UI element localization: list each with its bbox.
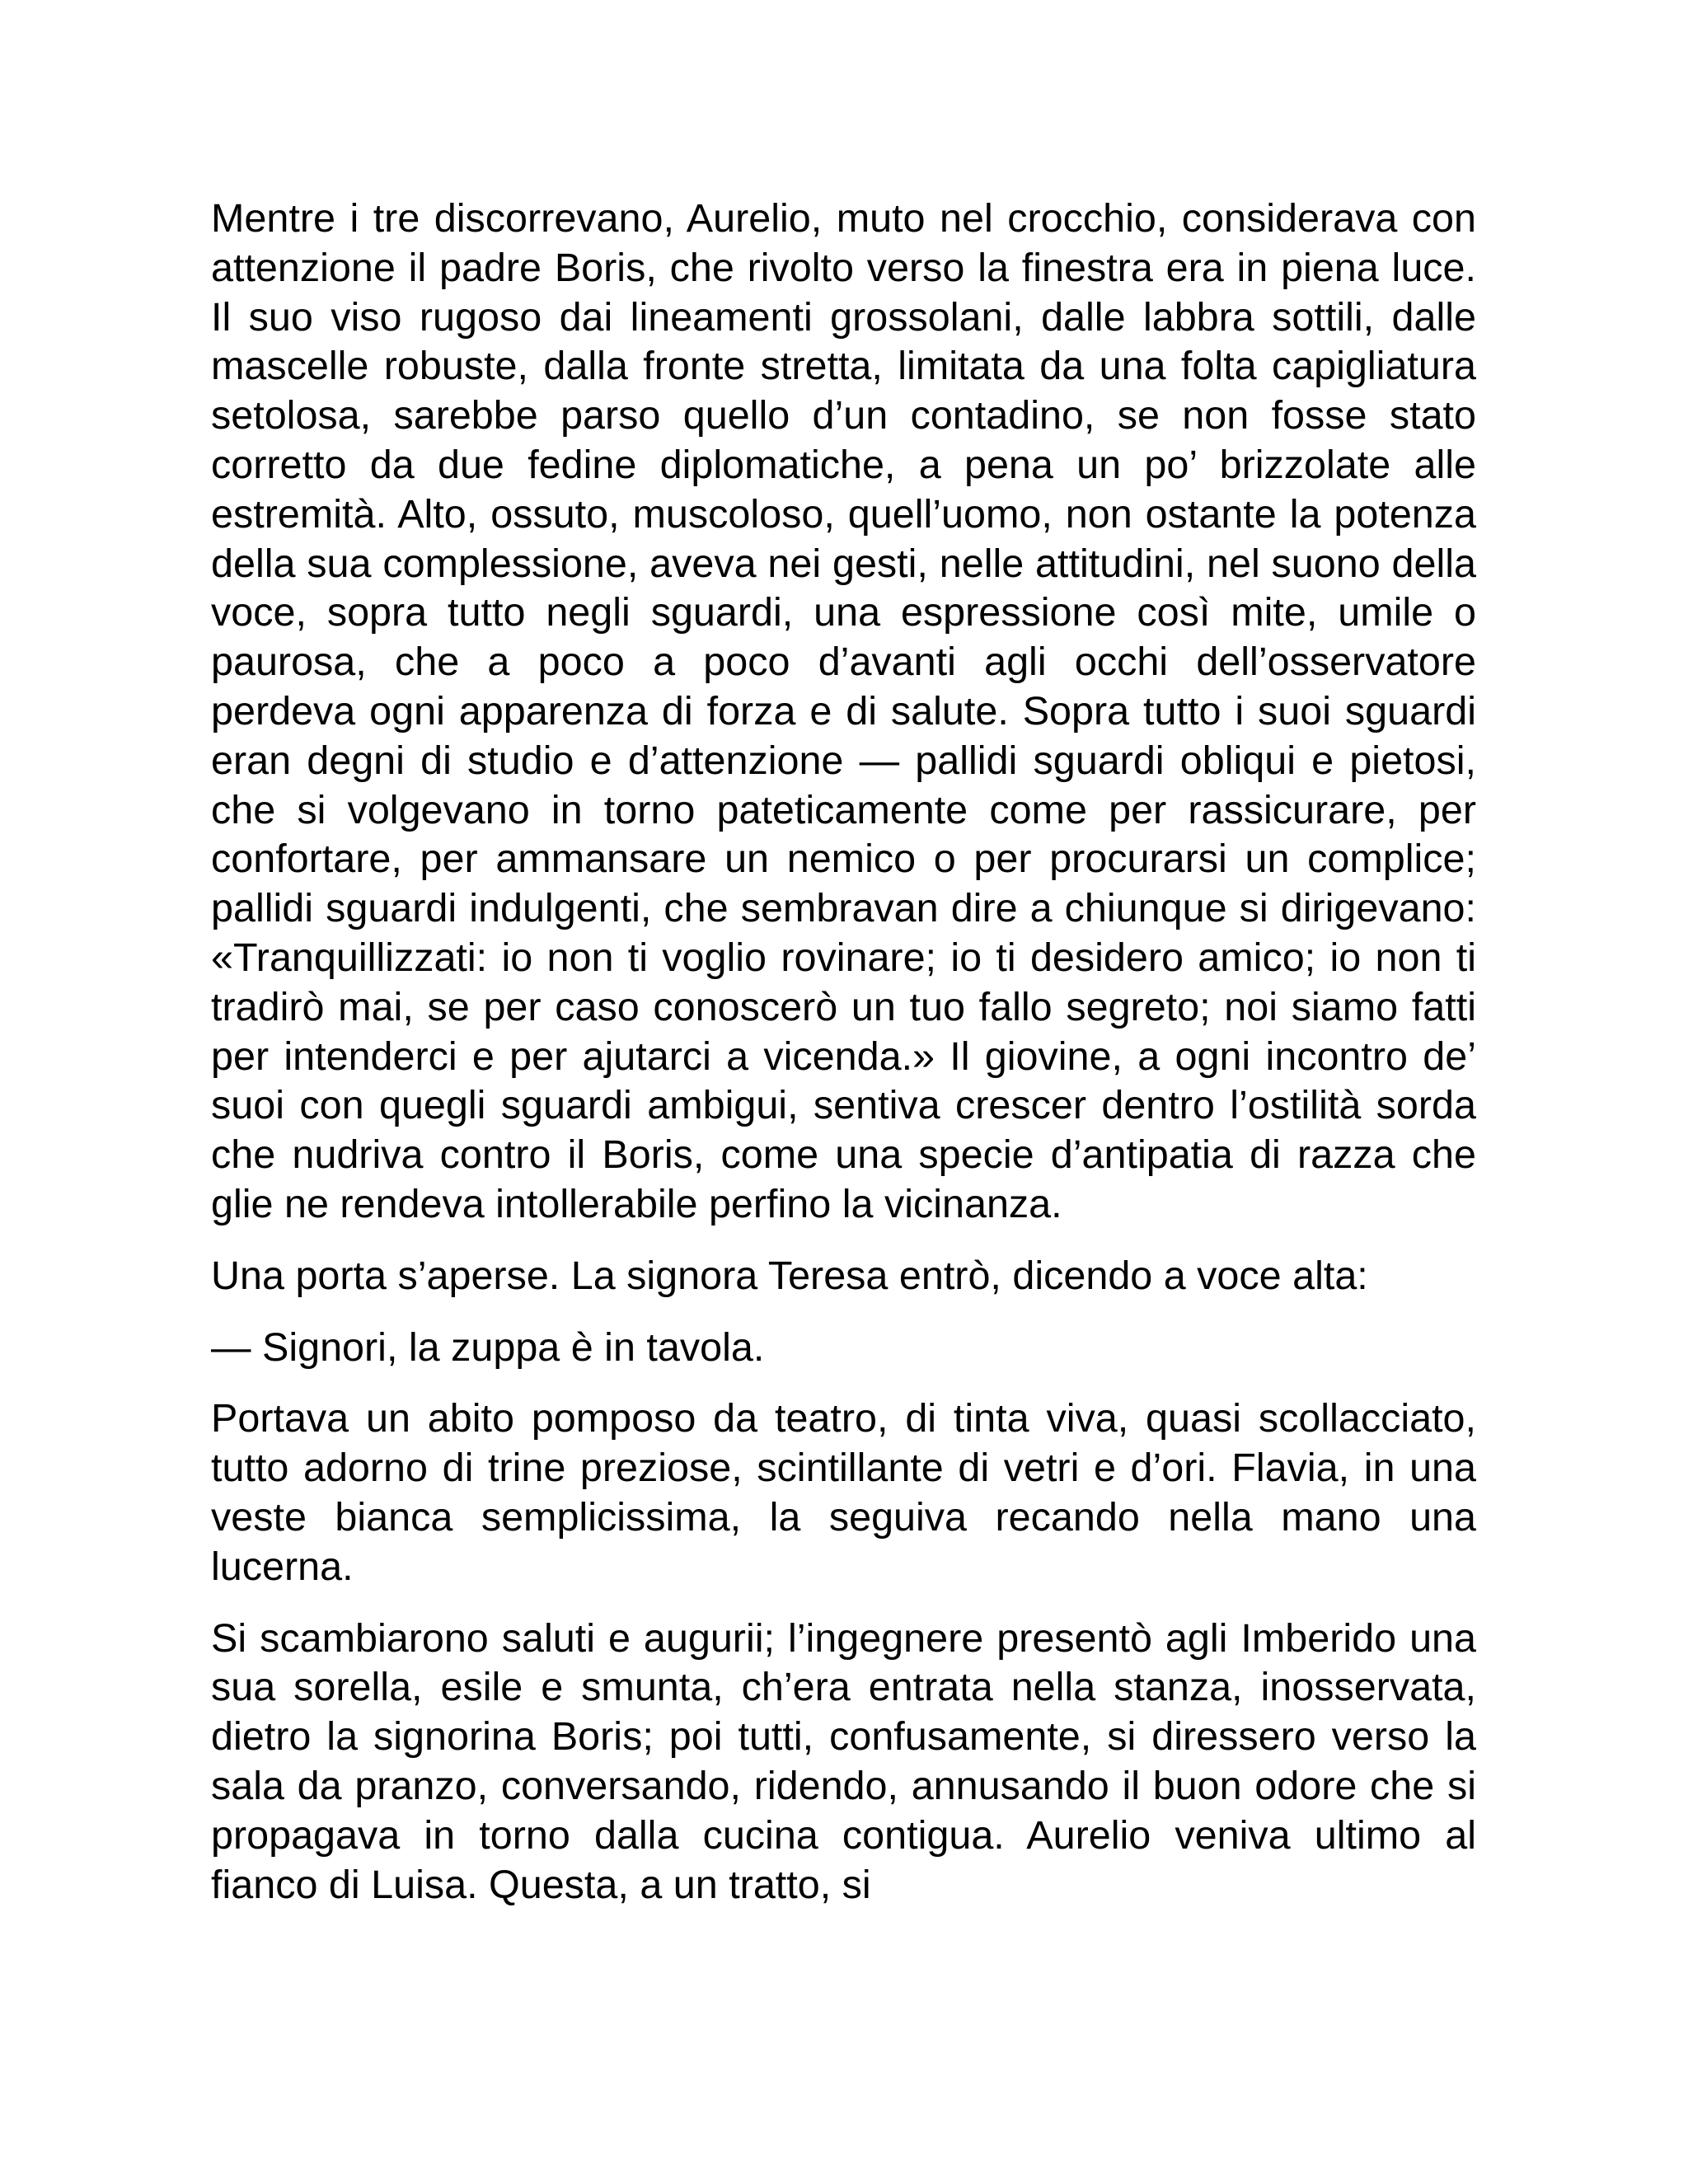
paragraph-greetings: Si scambiarono saluti e augurii; l’ingegnere presentò agli Imberido una sua sorella, esile e smunta, ch’era entrata nella stanza, inosservata, dietro la signorina Boris; poi tutti, confusamente, si diressero verso la sala da pranzo, conversando, ridendo, annusando il buon odore che si propagava in torno dalla cucina contigua. Aurelio veniva ultimo al fianco di Luisa. Questa, a un tratto, si <box>211 1615 1476 1907</box>
document-page <box>211 194 1476 1932</box>
paragraph-teresa-dress: Portava un abito pomposo da teatro, di tinta viva, quasi scollacciato, tutto adorno di trine preziose, scintillante di vetri e d’ori. Flavia, in una veste bianca semplicissima, la seguiva recando nella mano una lucerna. <box>211 1396 1476 1589</box>
paragraph-aurelio-observes-boris: Mentre i tre discorrevano, Aurelio, muto nel crocchio, considerava con attenzione il padre Boris, che rivolto verso la finestra era in piena luce. Il suo viso rugoso dai lineamenti grossolani, dalle labbra sottili, dalle mascelle robuste, dalla fronte stretta, limitata da una folta capigliatura setolosa, sarebbe parso quello d’un contadino, se non fosse stato corretto da due fedine diplomatiche, a pena un po’ brizzolate alle estremità. Alto, ossuto, muscoloso, quell’uomo, non ostante la potenza della sua complessione, aveva nei gesti, nelle attitudini, nel suono della voce, sopra tutto negli sguardi, una espressione così mite, umile o paurosa, che a poco a poco d’avanti agli occhi dell’osservatore perdeva ogni apparenza di forza e di salute. Sopra tutto i suoi sguardi eran degni di studio e d’attenzione — pallidi sguardi obliqui e pietosi, che si volgevano in torno pateticamente come per rassicurare, per confortare, per ammansare un nemico o per procurarsi un complice; pallidi sguardi indulgenti, che sembravan dire a chiunque si dirigevano: «Tranquillizzati: io non ti voglio rovinare; io ti desidero amico; io non ti tradirò mai, se per caso conoscerò un tuo fallo segreto; noi siamo fatti per intenderci e per ajutarci a vicenda.» Il giovine, a ogni incontro de’ suoi con quegli sguardi ambigui, sentiva crescer dentro l’ostilità sorda che nudriva contro il Boris, come una specie d’antipatia di razza che glie ne rendeva intollerabile perfino la vicinanza. <box>211 196 1476 1226</box>
paragraph-soup-announcement: — Signori, la zuppa è in tavola. <box>211 1324 765 1370</box>
paragraph-door-opens: Una porta s’aperse. La signora Teresa entrò, dicendo a voce alta: <box>211 1253 1368 1298</box>
